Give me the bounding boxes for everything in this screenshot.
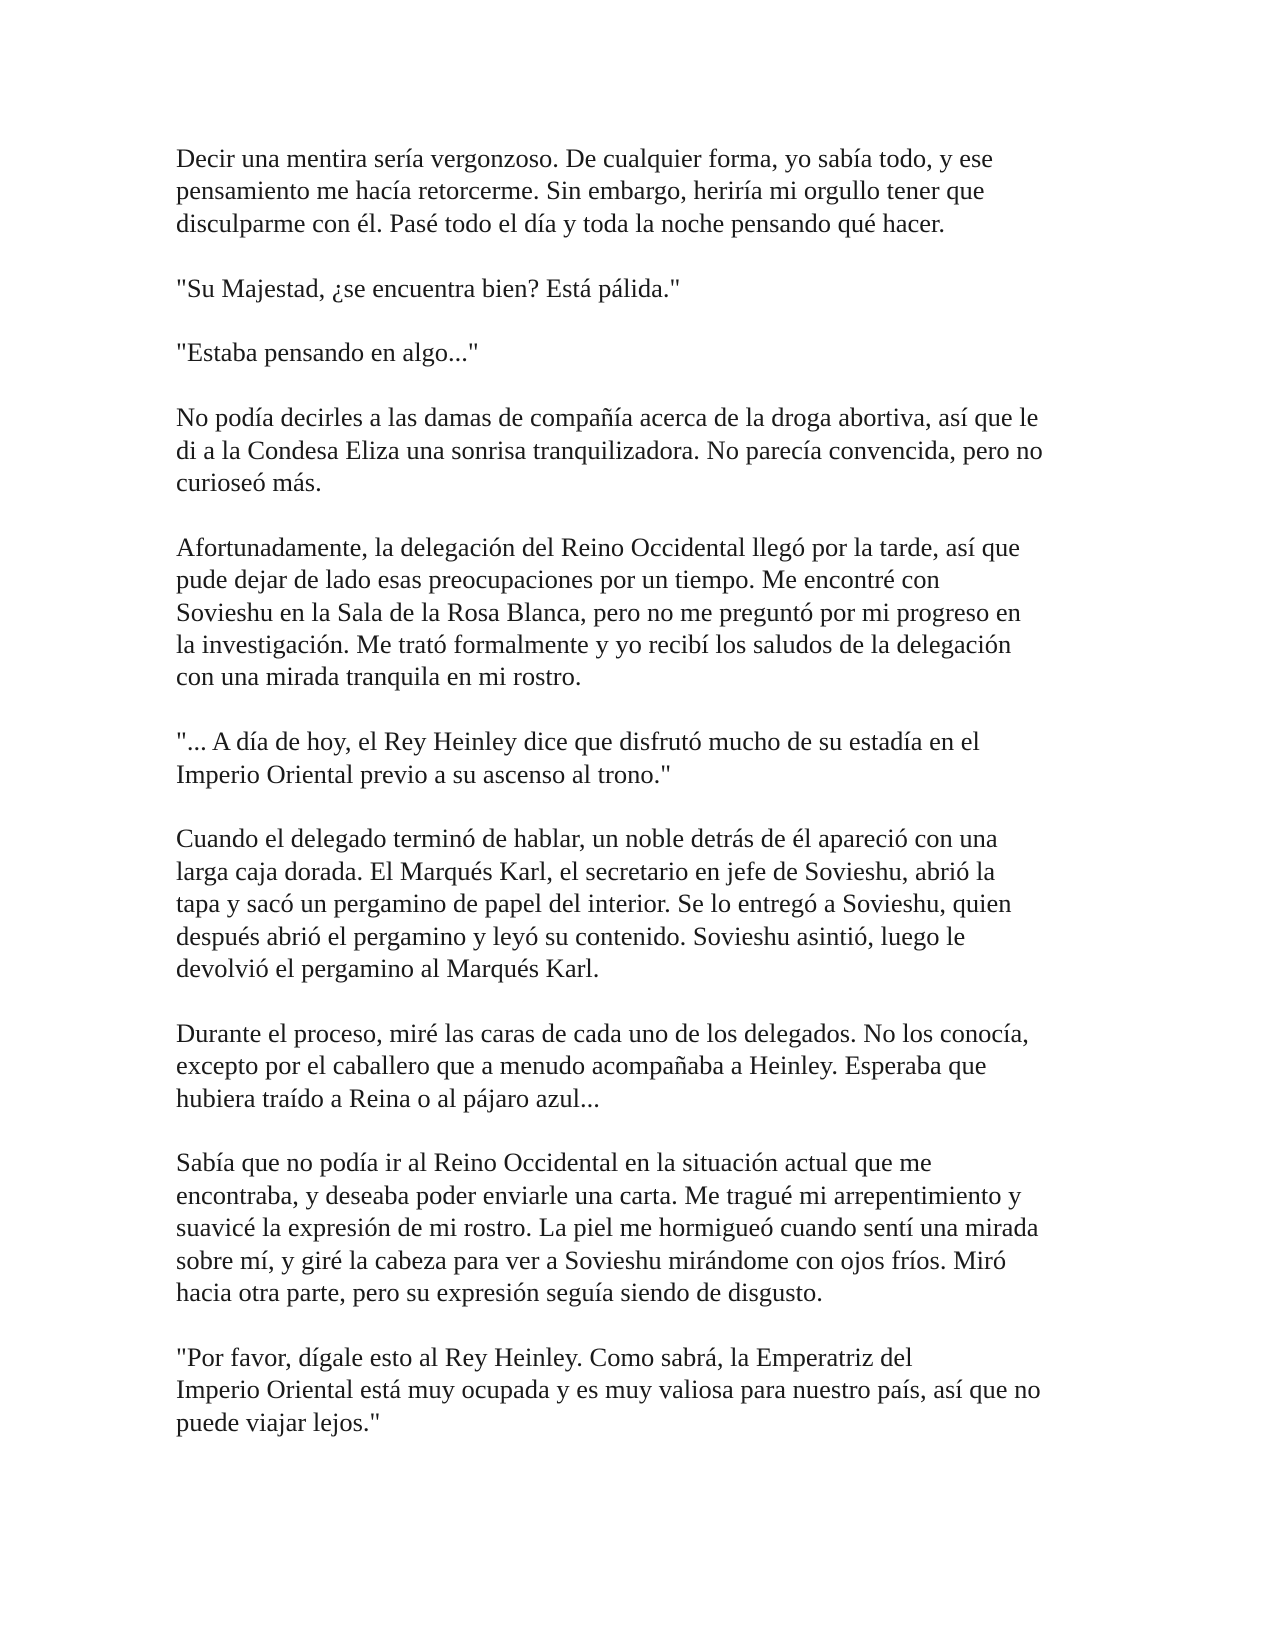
text-line: con una mirada tranquila en mi rostro. xyxy=(176,661,582,692)
text-line: devolvió el pergamino al Marqués Karl. xyxy=(176,953,600,984)
text-line: después abrió el pergamino y leyó su contenido. Sovieshu asintió, luego le xyxy=(176,920,966,951)
text-line: suavicé la expresión de mi rostro. La piel me hormigueó cuando sentí una mirada xyxy=(176,1212,1039,1243)
text-line: disculparme con él. Pasé todo el día y toda la noche pensando qué hacer. xyxy=(176,207,945,238)
paragraph xyxy=(176,142,1096,239)
paragraph xyxy=(176,725,1096,790)
paragraph xyxy=(176,1146,1096,1308)
text-line: Sovieshu en la Sala de la Rosa Blanca, pero no me preguntó por mi progreso en xyxy=(176,596,1021,627)
text-line: puede viajar lejos." xyxy=(176,1406,381,1437)
paragraph xyxy=(176,401,1096,498)
text-line: "Por favor, dígale esto al Rey Heinley. Como sabrá, la Emperatriz del xyxy=(176,1341,913,1372)
text-line: "Su Majestad, ¿se encuentra bien? Está pálida." xyxy=(176,272,681,303)
paragraph xyxy=(176,1017,1096,1114)
text-line: Cuando el delegado terminó de hablar, un noble detrás de él apareció con una xyxy=(176,823,998,854)
text-line: la investigación. Me trató formalmente y yo recibí los saludos de la delegación xyxy=(176,629,1012,660)
text-line: Imperio Oriental está muy ocupada y es muy valiosa para nuestro país, así que no xyxy=(176,1374,1041,1405)
text-line: larga caja dorada. El Marqués Karl, el secretario en jefe de Sovieshu, abrió la xyxy=(176,855,996,886)
body-text xyxy=(176,142,1096,1471)
text-line: di a la Condesa Eliza una sonrisa tranquilizadora. No parecía convencida, pero no xyxy=(176,434,1043,465)
text-line: Sabía que no podía ir al Reino Occidental en la situación actual que me xyxy=(176,1147,932,1178)
text-line: sobre mí, y giré la cabeza para ver a Sovieshu mirándome con ojos fríos. Miró xyxy=(176,1244,1007,1275)
text-line: "... A día de hoy, el Rey Heinley dice que disfrutó mucho de su estadía en el xyxy=(176,726,980,757)
text-line: Durante el proceso, miré las caras de cada uno de los delegados. No los conocía, xyxy=(176,1017,1029,1048)
text-line: Decir una mentira sería vergonzoso. De cualquier forma, yo sabía todo, y ese xyxy=(176,143,994,173)
paragraph xyxy=(176,272,1096,304)
text-line: tapa y sacó un pergamino de papel del interior. Se lo entregó a Sovieshu, quien xyxy=(176,888,1012,919)
text-line: No podía decirles a las damas de compañía acerca de la droga abortiva, así que le xyxy=(176,402,1039,433)
paragraph xyxy=(176,531,1096,693)
paragraph xyxy=(176,1341,1096,1438)
text-line: hubiera traído a Reina o al pájaro azul... xyxy=(176,1082,600,1113)
paragraph xyxy=(176,822,1096,984)
text-line: pensamiento me hacía retorcerme. Sin embargo, heriría mi orgullo tener que xyxy=(176,175,985,206)
paragraph xyxy=(176,336,1096,368)
text-line: curioseó más. xyxy=(176,467,322,498)
text-line: Afortunadamente, la delegación del Reino Occidental llegó por la tarde, así que xyxy=(176,531,1020,562)
text-line: pude dejar de lado esas preocupaciones por un tiempo. Me encontré con xyxy=(176,564,940,595)
text-line: Imperio Oriental previo a su ascenso al trono." xyxy=(176,758,672,789)
text-line: encontraba, y deseaba poder enviarle una carta. Me tragué mi arrepentimiento y xyxy=(176,1179,1022,1210)
text-line: excepto por el caballero que a menudo acompañaba a Heinley. Esperaba que xyxy=(176,1050,987,1081)
text-line: "Estaba pensando en algo..." xyxy=(176,337,479,368)
text-line: hacia otra parte, pero su expresión seguía siendo de disgusto. xyxy=(176,1277,823,1308)
